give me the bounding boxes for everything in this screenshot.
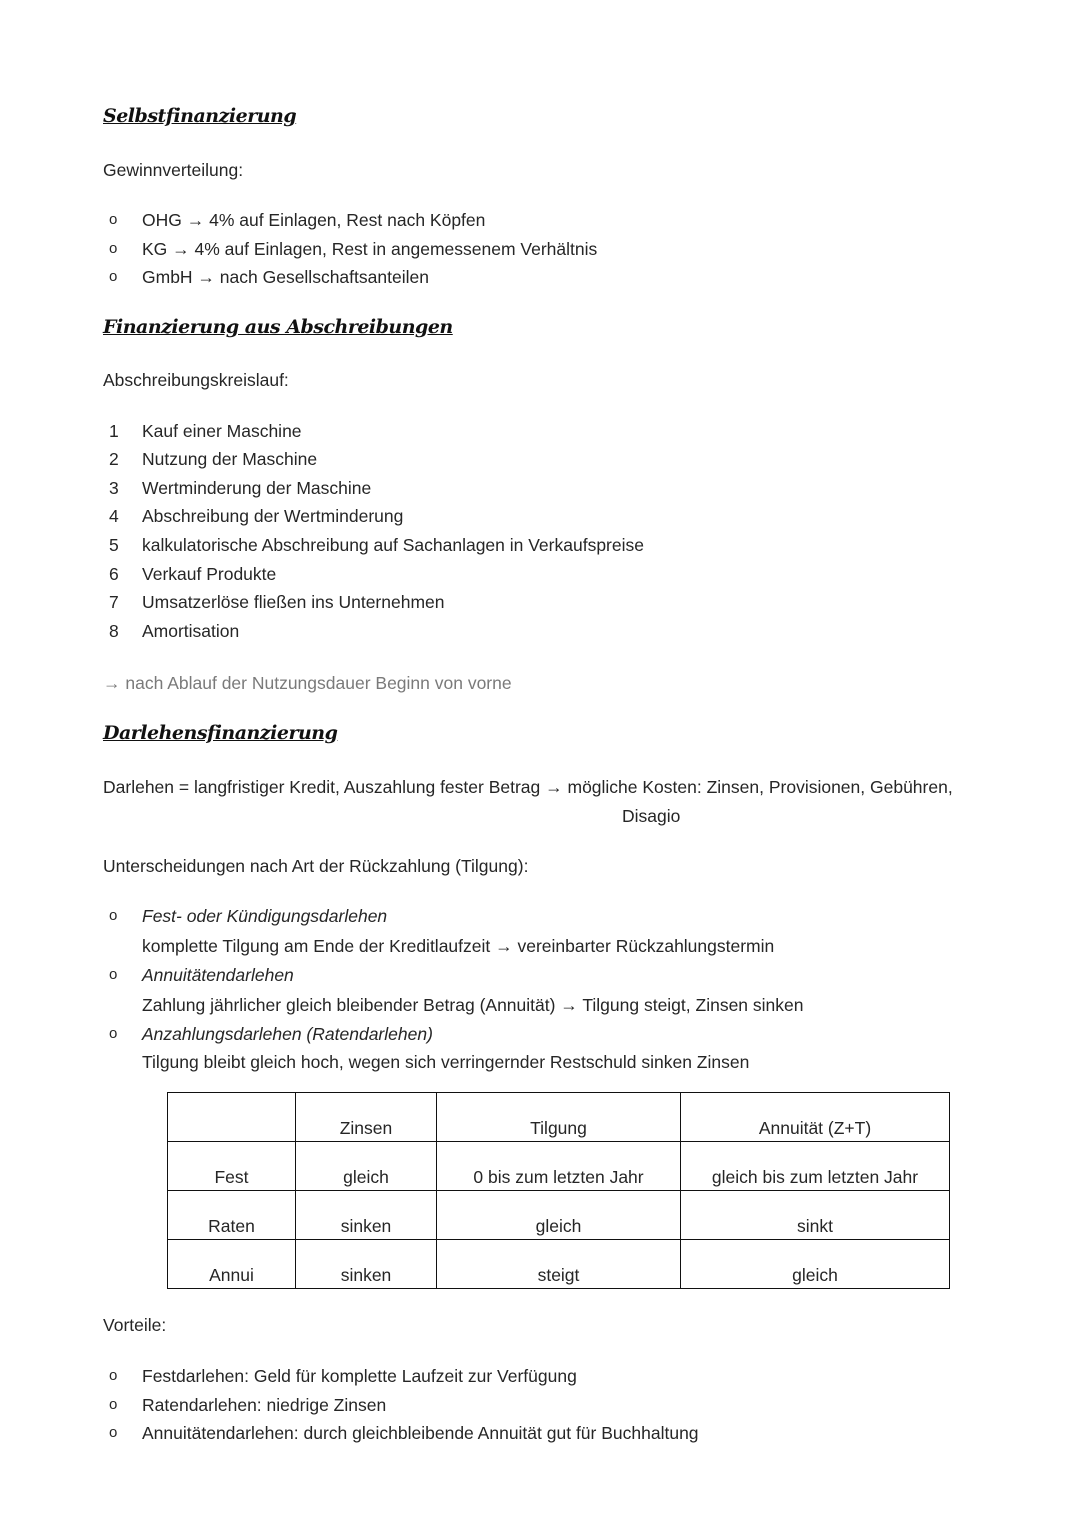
- bullet-icon: o: [109, 1367, 118, 1384]
- type-desc: Zahlung jährlicher gleich bleibender Betrag (Annuität) → Tilgung steigt, Zinsen sinken: [142, 995, 804, 1015]
- list-item: Umsatzerlöse fließen ins Unternehmen: [142, 592, 445, 612]
- bullet-icon: o: [109, 907, 118, 924]
- darlehen-definition-cont: Disagio: [622, 806, 681, 826]
- label-abschreibungskreislauf: Abschreibungskreislauf:: [103, 370, 289, 390]
- list-number: 1: [109, 421, 119, 441]
- list-item: OHG → 4% auf Einlagen, Rest nach Köpfen: [142, 210, 486, 230]
- table-header-cell: Tilgung: [437, 1093, 681, 1142]
- note-nutzungsdauer: → nach Ablauf der Nutzungsdauer Beginn von vorne: [103, 673, 512, 693]
- list-item: KG → 4% auf Einlagen, Rest in angemessenem Verhältnis: [142, 239, 598, 259]
- list-item: Festdarlehen: Geld für komplette Laufzeit zur Verfügung: [142, 1366, 577, 1386]
- list-number: 8: [109, 621, 119, 641]
- heading-darlehensfinanzierung: Darlehensfinanzierung: [103, 722, 338, 744]
- bullet-icon: o: [109, 1396, 118, 1413]
- list-number: 5: [109, 535, 119, 555]
- bullet-icon: o: [109, 211, 118, 228]
- label-vorteile: Vorteile:: [103, 1315, 167, 1335]
- list-item: Ratendarlehen: niedrige Zinsen: [142, 1395, 387, 1415]
- list-number: 3: [109, 478, 119, 498]
- bullet-icon: o: [109, 966, 118, 983]
- list-number: 6: [109, 564, 119, 584]
- table-cell: Annui: [168, 1240, 296, 1289]
- bullet-icon: o: [109, 1025, 118, 1042]
- table-cell: steigt: [437, 1240, 681, 1289]
- list-item: Kauf einer Maschine: [142, 421, 302, 441]
- table-cell: sinken: [296, 1191, 437, 1240]
- bullet-icon: o: [109, 240, 118, 257]
- table-header-cell: Zinsen: [296, 1093, 437, 1142]
- bullet-icon: o: [109, 268, 118, 285]
- list-item: Abschreibung der Wertminderung: [142, 506, 404, 526]
- darlehen-definition: Darlehen = langfristiger Kredit, Auszahlung fester Betrag → mögliche Kosten: Zinsen, Provisionen, Gebühren,: [103, 777, 953, 797]
- type-desc: komplette Tilgung am Ende der Kreditlaufzeit → vereinbarter Rückzahlungstermin: [142, 936, 775, 956]
- table-header-row: [168, 1093, 950, 1142]
- table-row: [168, 1240, 950, 1289]
- type-desc: Tilgung bleibt gleich hoch, wegen sich verringernder Restschuld sinken Zinsen: [142, 1052, 750, 1072]
- heading-selbstfinanzierung: Selbstfinanzierung: [103, 105, 297, 127]
- table-cell: Raten: [168, 1191, 296, 1240]
- label-gewinnverteilung: Gewinnverteilung:: [103, 160, 244, 180]
- table-cell: 0 bis zum letzten Jahr: [437, 1142, 681, 1191]
- type-name: Annuitätendarlehen: [142, 965, 294, 985]
- table-row: [168, 1142, 950, 1191]
- table-header-cell: Annuität (Z+T): [681, 1093, 950, 1142]
- table-cell: sinken: [296, 1240, 437, 1289]
- table-cell: gleich: [296, 1142, 437, 1191]
- bullet-icon: o: [109, 1424, 118, 1441]
- darlehen-comparison-table: [167, 1092, 950, 1289]
- table-cell: sinkt: [681, 1191, 950, 1240]
- type-name: Fest- oder Kündigungsdarlehen: [142, 906, 388, 926]
- table-cell: gleich bis zum letzten Jahr: [681, 1142, 950, 1191]
- list-item: Wertminderung der Maschine: [142, 478, 372, 498]
- list-number: 7: [109, 592, 119, 612]
- table-cell: gleich: [681, 1240, 950, 1289]
- heading-abschreibungen: Finanzierung aus Abschreibungen: [103, 316, 453, 338]
- list-number: 4: [109, 506, 119, 526]
- list-item: Amortisation: [142, 621, 240, 641]
- list-number: 2: [109, 449, 119, 469]
- table-cell: Fest: [168, 1142, 296, 1191]
- list-item: GmbH → nach Gesellschaftsanteilen: [142, 267, 429, 287]
- label-unterscheidungen: Unterscheidungen nach Art der Rückzahlung (Tilgung):: [103, 856, 529, 876]
- list-item: Nutzung der Maschine: [142, 449, 318, 469]
- table-cell: gleich: [437, 1191, 681, 1240]
- table-row: [168, 1191, 950, 1240]
- table-header-cell: [168, 1093, 296, 1142]
- list-item: kalkulatorische Abschreibung auf Sachanlagen in Verkaufspreise: [142, 535, 644, 555]
- list-item: Verkauf Produkte: [142, 564, 277, 584]
- list-item: Annuitätendarlehen: durch gleichbleibende Annuität gut für Buchhaltung: [142, 1423, 699, 1443]
- type-name: Anzahlungsdarlehen (Ratendarlehen): [142, 1024, 433, 1044]
